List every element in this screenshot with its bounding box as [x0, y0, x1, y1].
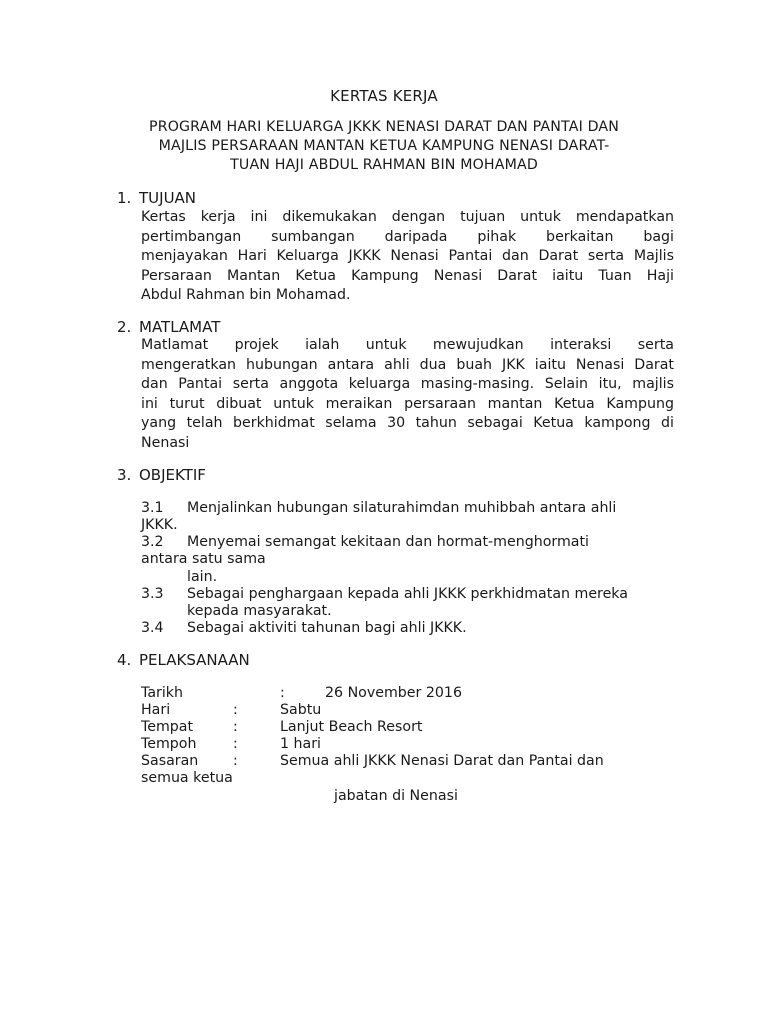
- program-title-line-1: PROGRAM HARI KELUARGA JKKK NENASI DARAT DAN PANTAI DAN: [148, 119, 620, 135]
- paragraph-line: mengeratkan hubungan antara ahli dua buah JKK iaitu Nenasi Darat: [141, 356, 674, 373]
- paragraph-line: Abdul Rahman bin Mohamad.: [141, 287, 351, 304]
- paragraph-line: pertimbangan sumbangan daripada pihak berkaitan bagi: [141, 228, 674, 245]
- detail-value-continued: jabatan di Nenasi: [334, 788, 458, 804]
- detail-value-continued: semua ketua: [141, 770, 233, 786]
- paragraph-line: Persaraan Mantan Ketua Kampung Nenasi Darat iaitu Tuan Haji: [141, 267, 674, 284]
- objective-text-continued: kepada masyarakat.: [187, 603, 332, 619]
- detail-label: Tarikh: [141, 685, 183, 701]
- detail-separator: :: [233, 753, 238, 769]
- objective-text-continued: antara satu sama: [141, 551, 266, 567]
- detail-label: Sasaran: [141, 753, 199, 769]
- objective-number: 3.4: [141, 620, 164, 636]
- section-heading-pelaksanaan: 4. PELAKSANAAN: [117, 651, 250, 669]
- objective-text: Sebagai penghargaan kepada ahli JKKK perkhidmatan mereka: [187, 586, 628, 602]
- paragraph-line: Kertas kerja ini dikemukakan dengan tujuan untuk mendapatkan: [141, 209, 674, 225]
- detail-value: Lanjut Beach Resort: [280, 719, 423, 735]
- detail-label: Hari: [141, 702, 171, 718]
- detail-label: Tempoh: [141, 736, 197, 752]
- paragraph-line: Nenasi: [141, 434, 190, 451]
- paragraph-line: yang telah berkhidmat selama 30 tahun sebagai Ketua kampong di: [141, 415, 674, 432]
- detail-value: 26 November 2016: [325, 685, 462, 701]
- objective-number: 3.3: [141, 586, 164, 602]
- section-heading-matlamat: 2. MATLAMAT: [117, 318, 221, 336]
- section-heading-tujuan: 1. TUJUAN: [117, 189, 197, 207]
- detail-separator: :: [280, 685, 285, 701]
- detail-value: Sabtu: [280, 702, 322, 718]
- objective-text: Menjalinkan hubungan silaturahimdan muhibbah antara ahli: [187, 500, 617, 516]
- detail-separator: :: [233, 719, 238, 735]
- objective-text: Sebagai aktiviti tahunan bagi ahli JKKK.: [187, 620, 467, 636]
- detail-label: Tempat: [141, 719, 194, 735]
- section-body-matlamat: [141, 336, 674, 454]
- section-body-tujuan: [141, 208, 674, 306]
- paragraph-line: ini turut dibuat untuk meraikan persaraan mantan Ketua Kampung: [141, 395, 674, 412]
- objective-text-continued: JKKK.: [141, 517, 178, 533]
- section-heading-objektif: 3. OBJEKTIF: [117, 466, 206, 484]
- objective-text-continued: lain.: [187, 569, 218, 585]
- program-title-line-3: TUAN HAJI ABDUL RAHMAN BIN MOHAMAD: [230, 157, 538, 173]
- paragraph-line: dan Pantai serta anggota keluarga masing-masing. Selain itu, majlis: [141, 376, 674, 393]
- program-title-line-2: MAJLIS PERSARAAN MANTAN KETUA KAMPUNG NENASI DARAT-: [158, 138, 610, 154]
- detail-separator: :: [233, 702, 238, 718]
- objective-number: 3.1: [141, 500, 164, 516]
- document-title: KERTAS KERJA: [330, 87, 438, 105]
- objective-number: 3.2: [141, 534, 164, 550]
- objective-text: Menyemai semangat kekitaan dan hormat-menghormati: [187, 534, 589, 550]
- detail-value: Semua ahli JKKK Nenasi Darat dan Pantai dan: [280, 753, 604, 769]
- paragraph-line: menjayakan Hari Keluarga JKKK Nenasi Pantai dan Darat serta Majlis: [141, 248, 674, 265]
- detail-separator: :: [233, 736, 238, 752]
- paragraph-line: Matlamat projek ialah untuk mewujudkan interaksi serta: [141, 337, 674, 353]
- detail-value: 1 hari: [280, 736, 321, 752]
